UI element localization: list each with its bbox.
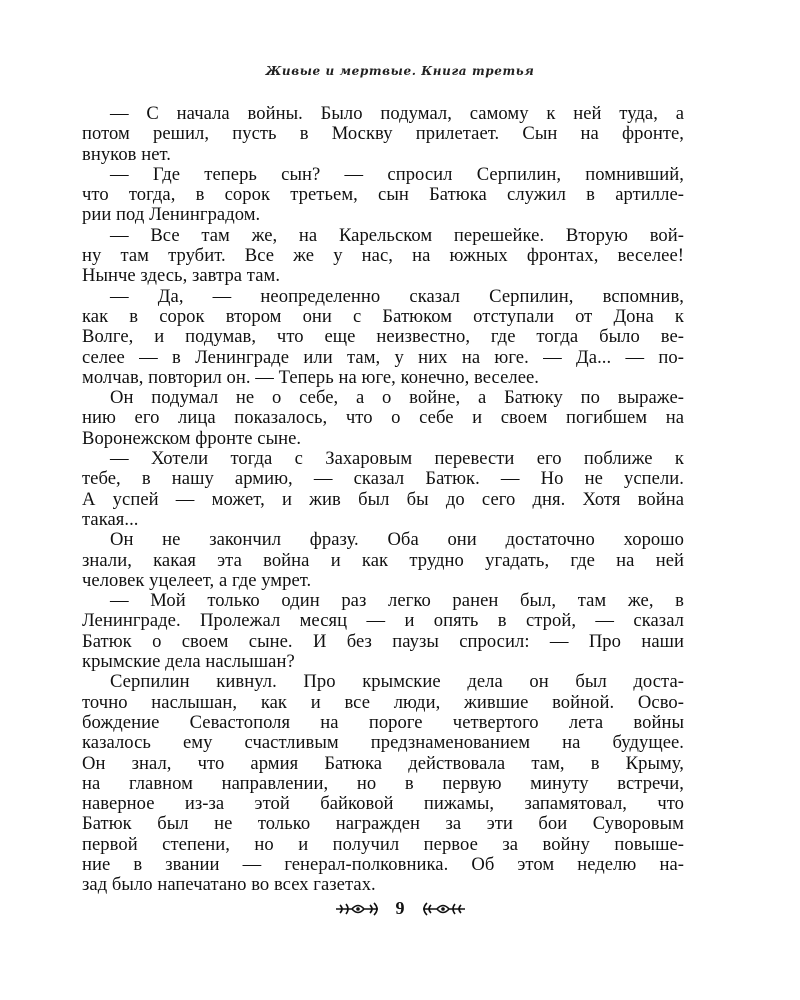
text-line: Батюк был не только награжден за эти бои Суворовым: [82, 813, 684, 835]
text-line: бождение Севастополя на пороге четвертого лета войны: [82, 711, 684, 733]
text-line: тебе, в нашу армию, — сказал Батюк. — Но не успели.: [82, 468, 684, 490]
text-line: на главном направлении, но в первую минуту встречи,: [82, 772, 684, 794]
text-line: селее — в Ленинграде или там, у них на юге. — Да... — по-: [82, 346, 684, 368]
left-flourish-icon: [334, 899, 380, 919]
right-flourish-icon: [421, 899, 467, 919]
text-line: Батюк о своем сыне. И без паузы спросил: — Про наши: [82, 630, 684, 652]
text-line: Нынче здесь, завтра там.: [82, 265, 281, 287]
text-line: ну там трубит. Все же у нас, на южных фронтах, веселее!: [82, 245, 684, 267]
text-line: молчав, повторил он. — Теперь на юге, конечно, веселее.: [82, 366, 540, 388]
text-line: нию его лица показалось, что о себе и своем погибшем на: [82, 407, 684, 429]
text-line: Он знал, что армия Батюка действовала там, в Крыму,: [82, 752, 684, 774]
text-line: ние в звании — генерал-полковника. Об этом неделю на-: [82, 853, 684, 875]
text-line: — Где теперь сын? — спросил Серпилин, помнивший,: [110, 163, 684, 185]
text-line: — Хотели тогда с Захаровым перевести его поближе к: [110, 448, 684, 470]
text-line: наверное из-за этой байковой пижамы, запамятовал, что: [82, 793, 684, 815]
text-line: Серпилин кивнул. Про крымские дела он был доста-: [110, 671, 684, 693]
text-line: Волге, и подумав, что еще неизвестно, где тогда было ве-: [82, 326, 684, 348]
text-line: первой степени, но и получил первое за войну повыше-: [82, 833, 684, 855]
text-line: Воронежском фронте сыне.: [82, 427, 302, 449]
text-line: крымские дела наслышан?: [82, 651, 295, 673]
body-text: [82, 104, 684, 896]
text-line: зад было напечатано во всех газетах.: [82, 874, 376, 896]
text-line: потом решил, пусть в Москву прилетает. Сын на фронте,: [82, 123, 684, 145]
text-line: — С начала войны. Было подумал, самому к ней туда, а: [110, 103, 684, 124]
text-line: что тогда, в сорок третьем, сын Батюка служил в артилле-: [82, 184, 684, 206]
text-line: рии под Ленинградом.: [82, 204, 261, 226]
text-line: как в сорок втором они с Батюком отступали от Дона к: [82, 305, 684, 327]
text-line: — Все там же, на Карельском перешейке. Вторую вой-: [110, 224, 684, 246]
text-line: казалось ему счастливым предзнаменованием на будущее.: [82, 732, 684, 754]
text-line: А успей — может, и жив был бы до сего дня. Хотя война: [82, 488, 684, 510]
text-line: Он не закончил фразу. Оба они достаточно хорошо: [110, 529, 684, 551]
running-header: Живые и мертвые. Книга третья: [265, 64, 535, 78]
text-line: такая...: [82, 508, 139, 530]
page-number: 9: [395, 898, 405, 918]
text-line: внуков нет.: [82, 143, 171, 165]
text-line: Он подумал не о себе, а о войне, а Батюку по выраже-: [110, 387, 684, 409]
text-line: знали, какая эта война и как трудно угадать, где на ней: [82, 549, 684, 571]
text-line: — Мой только один раз легко ранен был, там же, в: [110, 590, 684, 612]
text-line: точно наслышан, как и все люди, жившие войной. Осво-: [82, 691, 684, 713]
text-line: Ленинграде. Пролежал месяц — и опять в строй, — сказал: [82, 610, 684, 632]
page-footer: [0, 898, 800, 919]
text-line: человек уцелеет, а где умрет.: [82, 569, 312, 591]
text-line: — Да, — неопределенно сказал Серпилин, вспомнив,: [110, 285, 684, 307]
